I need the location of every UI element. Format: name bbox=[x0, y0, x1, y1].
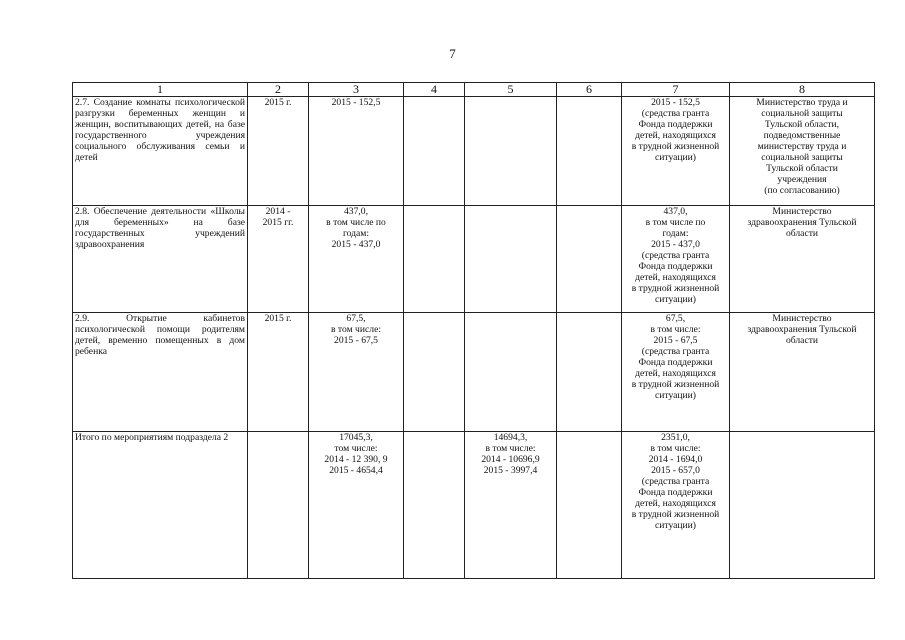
activity-name-cell: 2.8. Обеспечение деятельности «Школы для беременных» на базе государственных учреждений здравоохранения bbox=[73, 206, 248, 313]
col-header-4: 4 bbox=[404, 83, 465, 97]
grant-funding-cell: 2015 - 152,5 (средства гранта Фонда поддержки детей, находящихся в трудной жизненной ситуации) bbox=[622, 97, 730, 206]
activities-table bbox=[72, 82, 875, 579]
grant-funding-cell: 67,5, в том числе: 2015 - 67,5 (средства гранта Фонда поддержки детей, находящихся в трудной жизненной ситуации) bbox=[622, 313, 730, 432]
total-label-cell: Итого по мероприятиям подраздела 2 bbox=[73, 432, 248, 579]
period-cell: 2015 г. bbox=[248, 313, 309, 432]
grant-funding-cell: 437,0, в том числе по годам: 2015 - 437,0 (средства гранта Фонда поддержки детей, находящихся в трудной жизненной ситуации) bbox=[622, 206, 730, 313]
col-header-1: 1 bbox=[73, 83, 248, 97]
activity-name-cell: 2.7. Создание комнаты психологической разгрузки беременных женщин и женщин, воспитывающих детей, на базе государственного учреждения социального обслуживания семьи и детей bbox=[73, 97, 248, 206]
total-funding-cell: 67,5, в том числе: 2015 - 67,5 bbox=[309, 313, 404, 432]
col5-cell: 14694,3, в том числе: 2014 - 10696,9 2015 - 3997,4 bbox=[465, 432, 557, 579]
executor-cell: Министерство здравоохранения Тульской области bbox=[730, 313, 875, 432]
header-row bbox=[73, 83, 875, 97]
col-header-6: 6 bbox=[557, 83, 622, 97]
period-cell: 2014 - 2015 гг. bbox=[248, 206, 309, 313]
col5-cell bbox=[465, 97, 557, 206]
col5-cell bbox=[465, 313, 557, 432]
col4-cell bbox=[404, 313, 465, 432]
col4-cell bbox=[404, 206, 465, 313]
total-funding-cell: 17045,3, том числе: 2014 - 12 390, 9 2015 - 4654,4 bbox=[309, 432, 404, 579]
col6-cell bbox=[557, 97, 622, 206]
table-row bbox=[73, 313, 875, 432]
activity-name-cell: 2.9. Открытие кабинетов психологической помощи родителям детей, временно помещенных в дом ребенка bbox=[73, 313, 248, 432]
col-header-2: 2 bbox=[248, 83, 309, 97]
col5-cell bbox=[465, 206, 557, 313]
col4-cell bbox=[404, 97, 465, 206]
grant-funding-cell: 2351,0, в том числе: 2014 - 1694,0 2015 - 657,0 (средства гранта Фонда поддержки детей, находящихся в трудной жизненной ситуации) bbox=[622, 432, 730, 579]
total-funding-cell: 437,0, в том числе по годам: 2015 - 437,0 bbox=[309, 206, 404, 313]
page-number: 7 bbox=[449, 46, 456, 61]
col-header-3: 3 bbox=[309, 83, 404, 97]
col6-cell bbox=[557, 206, 622, 313]
col-header-5: 5 bbox=[465, 83, 557, 97]
period-cell: 2015 г. bbox=[248, 97, 309, 206]
executor-cell: Министерство здравоохранения Тульской области bbox=[730, 206, 875, 313]
col-header-8: 8 bbox=[730, 83, 875, 97]
executor-cell: Министерство труда и социальной защиты Тульской области, подведомственные министерству труда и социальной защиты Тульской области учреждения (по согласованию) bbox=[730, 97, 875, 206]
col-header-7: 7 bbox=[622, 83, 730, 97]
col4-cell bbox=[404, 432, 465, 579]
period-cell bbox=[248, 432, 309, 579]
total-funding-cell: 2015 - 152,5 bbox=[309, 97, 404, 206]
table-row bbox=[73, 97, 875, 206]
total-row bbox=[73, 432, 875, 579]
col6-cell bbox=[557, 313, 622, 432]
table-row bbox=[73, 206, 875, 313]
col6-cell bbox=[557, 432, 622, 579]
executor-cell bbox=[730, 432, 875, 579]
